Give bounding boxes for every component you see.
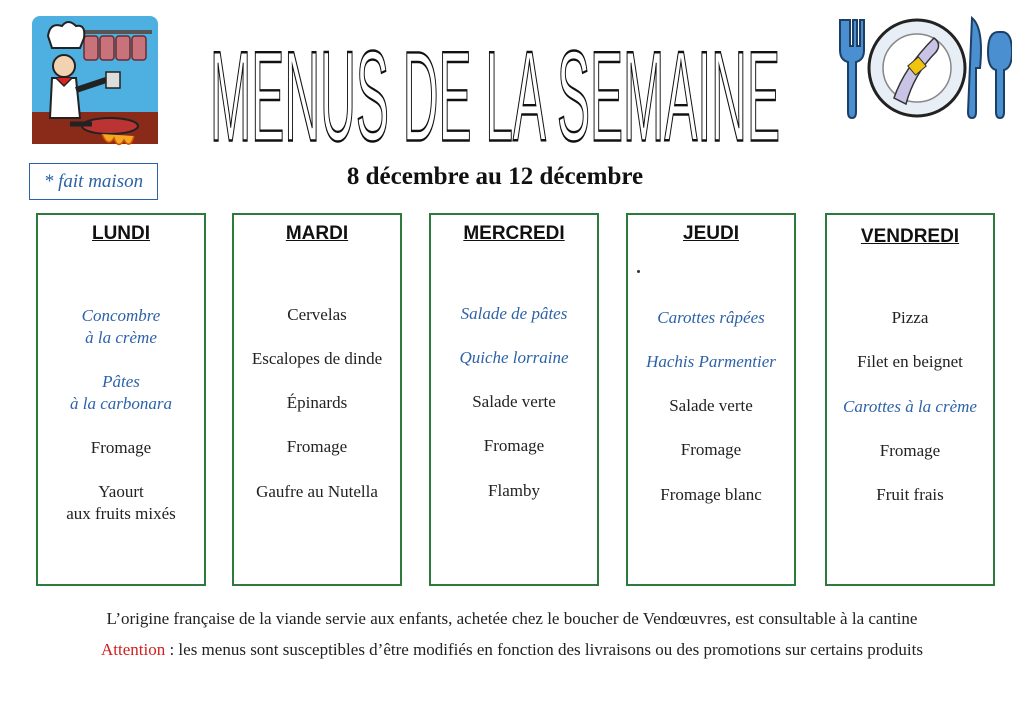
- menu-item: Flamby: [488, 481, 540, 500]
- menu-item: Salade verte: [472, 392, 556, 411]
- stray-dot: [637, 270, 640, 273]
- menu-item: Concombre à la crème: [81, 306, 161, 347]
- menu-item: Fromage: [680, 440, 742, 459]
- menu-item: Fromage: [286, 437, 348, 456]
- menu-item: Fromage: [483, 436, 545, 455]
- menu-item: Hachis Parmentier: [646, 352, 776, 371]
- menu-item: Épinards: [286, 393, 348, 412]
- menu-item: Pizza: [891, 308, 929, 327]
- menu-item: Salade verte: [669, 396, 753, 415]
- menu-item: Carottes à la crème: [843, 397, 977, 416]
- menu-item: Filet en beignet: [857, 352, 963, 371]
- menu-item: Quiche lorraine: [459, 348, 569, 367]
- week-dates: 8 décembre au 12 décembre: [346, 163, 644, 190]
- menu-item: Pâtes à la carbonara: [70, 372, 172, 413]
- day-name: MARDI: [285, 223, 349, 244]
- menu-item: Fruit frais: [876, 485, 944, 504]
- menu-item: Yaourt aux fruits mixés: [66, 482, 176, 523]
- svg-text:MENUS DE LA SEMAINE: MENUS DE LA SEMAINE: [210, 24, 781, 154]
- day-name: MERCREDI: [463, 223, 565, 244]
- attention-text: : les menus sont susceptibles d’être modifiés en fonction des livraisons ou des promotions sur certains produits: [165, 640, 923, 659]
- menu-item: Fromage blanc: [660, 485, 762, 504]
- attention-note: [0, 640, 1024, 660]
- page-title: [205, 14, 785, 154]
- meat-origin-note: L’origine française de la viande servie aux enfants, achetée chez le boucher de Vendœuvres, est consultable à la cantine: [106, 609, 918, 628]
- attention-label: Attention: [100, 640, 166, 659]
- day-column-mercredi: [429, 213, 599, 586]
- menu-item: Cervelas: [287, 305, 347, 324]
- menu-item: Carottes râpées: [657, 308, 765, 327]
- fait-maison-legend: [29, 163, 158, 200]
- menu-item: Fromage: [90, 438, 152, 457]
- menu-item: Escalopes de dinde: [251, 349, 383, 368]
- cutlery-plate-icon: [832, 12, 1012, 127]
- fait-maison-label: * fait maison: [43, 170, 144, 192]
- day-column-jeudi: [626, 213, 796, 586]
- day-name: VENDREDI: [860, 226, 960, 247]
- day-column-mardi: [232, 213, 402, 586]
- day-column-lundi: [36, 213, 206, 586]
- day-column-vendredi: [825, 213, 995, 586]
- day-name: LUNDI: [91, 223, 151, 244]
- day-name: JEUDI: [683, 223, 739, 244]
- chef-cooking-icon: [30, 14, 160, 156]
- menu-item: Gaufre au Nutella: [256, 482, 378, 501]
- menu-item: Salade de pâtes: [460, 304, 568, 323]
- menu-item: Fromage: [879, 441, 941, 460]
